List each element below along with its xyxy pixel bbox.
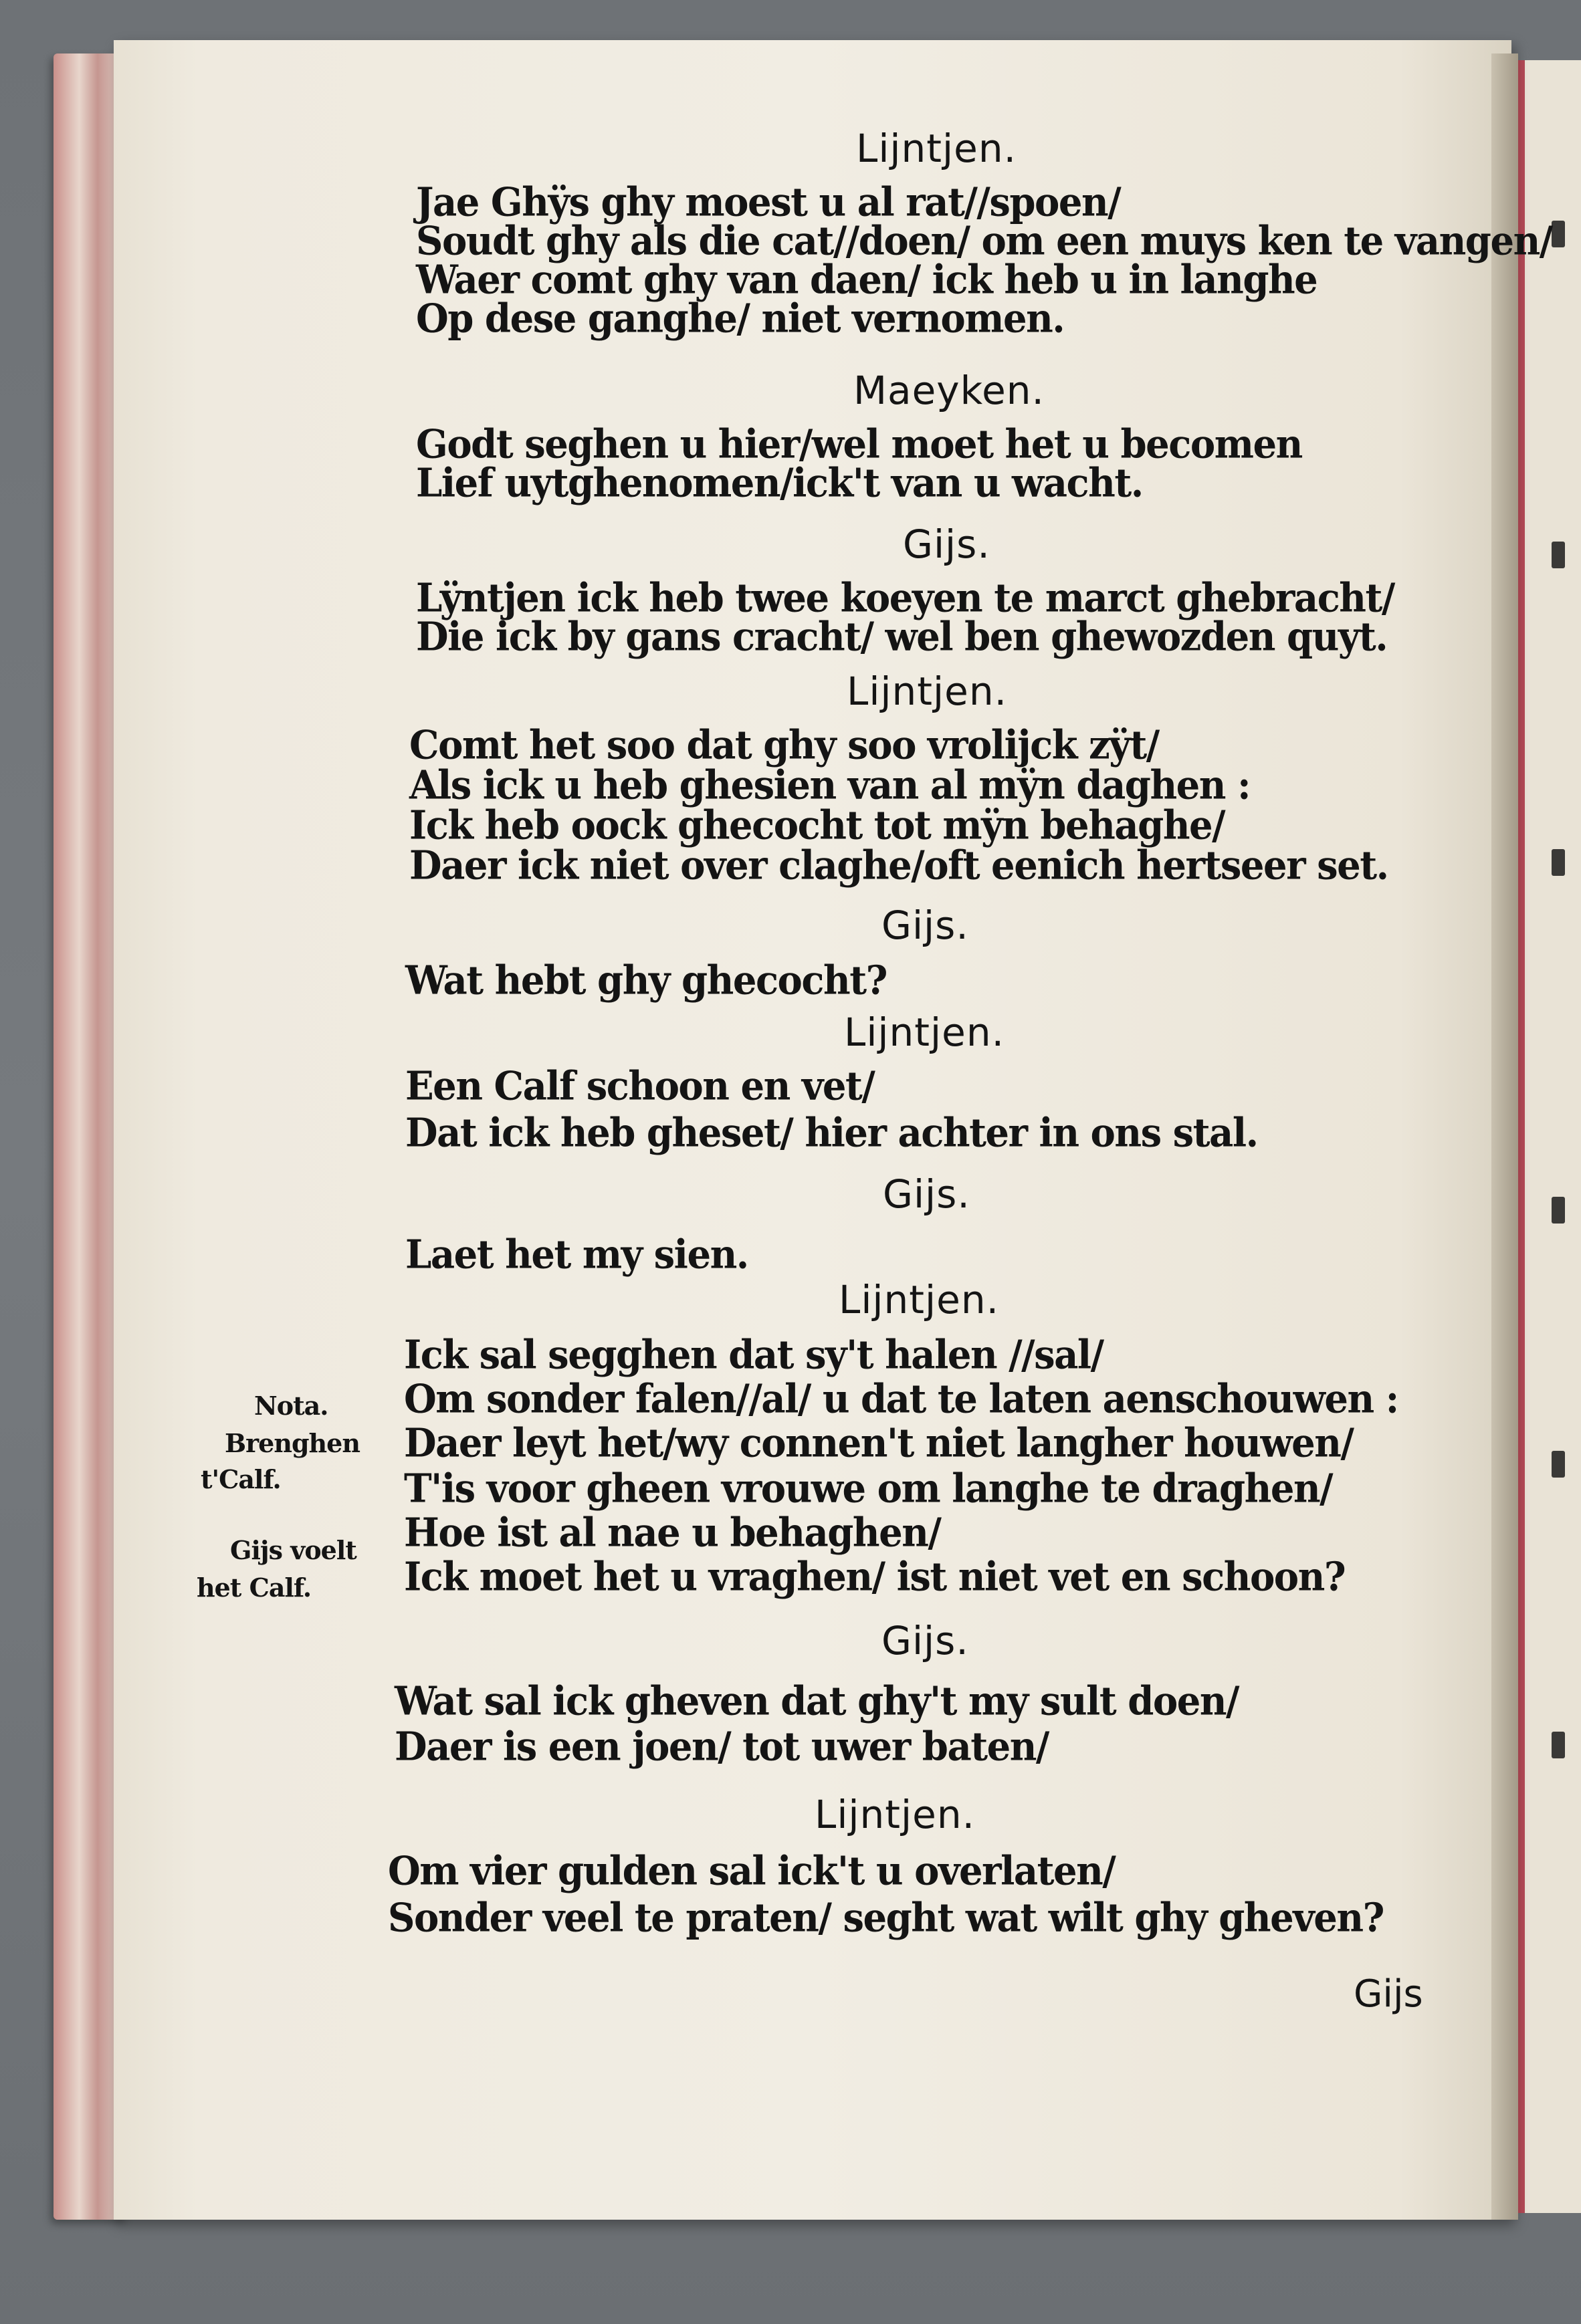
verse-line: Ick heb oock ghecocht tot mÿn behaghe/ <box>409 802 1225 849</box>
speaker-heading: Gijs. <box>881 1618 969 1663</box>
speaker-heading: Gijs. <box>903 521 990 567</box>
speaker-heading: Maeyken. <box>853 368 1045 413</box>
facing-page-glyph <box>1552 1451 1565 1478</box>
verse-line: Comt het soo dat ghy soo vrolijck zÿt/ <box>409 722 1159 769</box>
verse-line: Wat sal ick gheven dat ghy't my sult doen/ <box>395 1678 1239 1725</box>
verse-line: Lief uytghenomen/ick't van u wacht. <box>416 460 1143 507</box>
facing-page-glyph <box>1552 1732 1565 1758</box>
margin-note: Gijs voelt <box>230 1535 356 1565</box>
facing-page-glyph <box>1552 221 1565 247</box>
speaker-heading: Lijntjen. <box>844 1010 1005 1055</box>
verse-line: T'is voor gheen vrouwe om langhe te draghen/ <box>404 1466 1333 1512</box>
page-edge <box>1491 53 1518 2220</box>
verse-line: Lÿntjen ick heb twee koeyen te marct ghebracht/ <box>416 575 1394 622</box>
facing-page-glyph <box>1552 849 1565 876</box>
verse-line: Daer leyt het/wy connen't niet langher houwen/ <box>404 1420 1354 1467</box>
verse-line: Om sonder falen//al/ u dat te laten aenschouwen : <box>404 1376 1398 1423</box>
margin-note: Brenghen <box>225 1428 360 1458</box>
verse-line: Hoe ist al nae u behaghen/ <box>404 1510 941 1556</box>
margin-note: Nota. <box>254 1391 328 1421</box>
speaker-heading: Lijntjen. <box>856 126 1017 171</box>
verse-line: Jae Ghÿs ghy moest u al rat//spoen/ <box>416 179 1121 226</box>
speaker-heading: Gijs. <box>881 903 969 948</box>
verse-line: Om vier gulden sal ick't u overlaten/ <box>388 1848 1116 1895</box>
verse-line: Ick sal segghen dat sy't halen //sal/ <box>404 1332 1103 1379</box>
verse-line: Ick moet het u vraghen/ ist niet vet en schoon? <box>404 1554 1346 1601</box>
verse-line: Sonder veel te praten/ seght wat wilt ghy gheven? <box>388 1895 1384 1942</box>
verse-line: Op dese ganghe/ niet vernomen. <box>416 296 1065 342</box>
verse-line: Waer comt ghy van daen/ ick heb u in langhe <box>416 257 1318 304</box>
verse-line: Een Calf schoon en vet/ <box>405 1063 875 1110</box>
verse-line: Als ick u heb ghesien van al mÿn daghen : <box>409 762 1251 809</box>
verse-line: Godt seghen u hier/wel moet het u becomen <box>416 421 1302 468</box>
verse-line: Soudt ghy als die cat//doen/ om een muys ken te vangen/ <box>416 218 1552 265</box>
speaker-heading: Lijntjen. <box>839 1277 1000 1322</box>
facing-page-glyph <box>1552 1197 1565 1224</box>
verse-line: Daer ick niet over claghe/oft eenich hertseer set. <box>409 842 1388 889</box>
catchword: Gijs <box>1354 1972 1423 2016</box>
margin-note: t'Calf. <box>201 1464 281 1494</box>
verse-line: Daer is een joen/ tot uwer baten/ <box>395 1724 1049 1770</box>
verse-line: Laet het my sien. <box>405 1232 748 1278</box>
speaker-heading: Lijntjen. <box>815 1792 976 1837</box>
facing-page-edge <box>1518 60 1581 2213</box>
facing-page-glyph <box>1552 542 1565 568</box>
speaker-heading: Lijntjen. <box>847 669 1008 714</box>
verse-line: Dat ick heb gheset/ hier achter in ons stal. <box>405 1110 1258 1157</box>
speaker-heading: Gijs. <box>883 1171 970 1217</box>
verse-line: Wat hebt ghy ghecocht? <box>405 957 887 1004</box>
verse-line: Die ick by gans cracht/ wel ben ghewozden quyt. <box>416 614 1388 661</box>
margin-note: het Calf. <box>197 1573 312 1603</box>
